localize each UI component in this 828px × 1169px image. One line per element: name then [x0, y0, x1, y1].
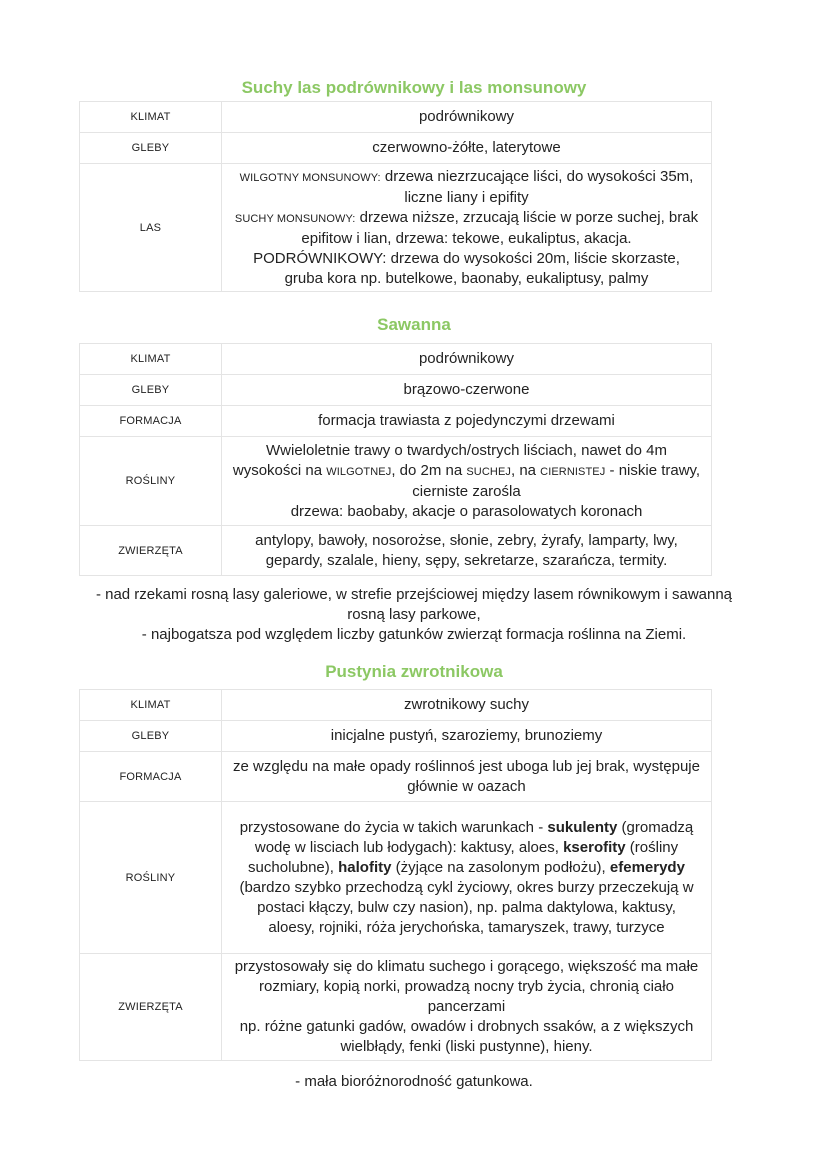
label-wilgotny-monsunowy: WILGOTNY MONSUNOWY: — [239, 171, 381, 184]
row-key-formacja: FORMACJA — [80, 406, 222, 437]
text-fragment: (bardzo szybko przechodzą cykl życiowy, okres burzy przeczekują w postaci kłączy, bulw czy nasion), np. palma daktylowa, kaktusy, aloesy, rojniki, róża jerychońska, tamaryszek, trawy, turzyce — [239, 878, 694, 936]
table-sawanna — [79, 343, 712, 576]
text-wilgotny-monsunowy: drzewa niezrzucające liści, do wysokości 35m, liczne liany i epifity — [380, 167, 694, 206]
table-row — [80, 164, 712, 292]
row-key-gleby: GLEBY — [80, 721, 222, 752]
table-row — [80, 375, 712, 406]
term-kserofity: kserofity — [563, 838, 626, 856]
row-value-klimat: zwrotnikowy suchy — [222, 690, 712, 721]
row-key-gleby: GLEBY — [80, 375, 222, 406]
text-fragment: (gromadzą wodę w lisciach lub łodygach): kaktusy, aloes, — [254, 818, 694, 856]
row-key-klimat: KLIMAT — [80, 690, 222, 721]
text-fragment: , do 2m na — [391, 461, 467, 479]
row-key-rosliny: ROŚLINY — [80, 802, 222, 954]
section-title-pustynia: Pustynia zwrotnikowa — [325, 662, 503, 681]
label-suchej: SUCHEJ — [466, 465, 511, 478]
row-value-las — [222, 164, 712, 292]
label-ciernistej: CIERNISTEJ — [540, 465, 606, 478]
note-najbogatsza: - najbogatsza pod względem liczby gatunków zwierząt formacja roślinna na Ziemi. — [141, 626, 687, 643]
row-key-zwierzeta: ZWIERZĘTA — [80, 526, 222, 576]
section-title-suchy-las: Suchy las podrównikowy i las monsunowy — [241, 78, 587, 97]
text-fragment: Wwieloletnie trawy o twardych/ostrych liściach, nawet do 4m wysokości na — [232, 441, 667, 479]
table-row — [80, 752, 712, 802]
table-row — [80, 721, 712, 752]
row-key-formacja: FORMACJA — [80, 752, 222, 802]
row-key-klimat: KLIMAT — [80, 102, 222, 133]
text-fragment: - niskie trawy, cierniste zarośla — [412, 461, 701, 500]
table-row — [80, 102, 712, 133]
label-suchy-monsunowy: SUCHY MONSUNOWY: — [234, 212, 356, 225]
row-value-klimat: podrównikowy — [222, 102, 712, 133]
text-fragment: (żyjące na zasolonym podłożu), — [391, 858, 610, 876]
row-value-klimat: podrównikowy — [222, 344, 712, 375]
text-fragment: przystosowane do życia w takich warunkach - — [239, 818, 548, 836]
text-zwierzeta-przyklady: np. różne gatunki gadów, owadów i drobnych ssaków, a z większych wielbłądy, fenki (liski pustynne), hieny. — [239, 1018, 694, 1055]
table-pustynia — [79, 689, 712, 1061]
table-row — [80, 437, 712, 526]
table-row — [80, 690, 712, 721]
row-value-gleby: czerwowno-żółte, laterytowe — [222, 133, 712, 164]
table-suchy-las — [79, 101, 712, 292]
table-row — [80, 344, 712, 375]
table-row — [80, 802, 712, 954]
row-value-formacja: formacja trawiasta z pojedynczymi drzewami — [222, 406, 712, 437]
section-title-sawanna: Sawanna — [377, 315, 451, 334]
note-lasy-galeriowe: - nad rzekami rosną lasy galeriowe, w strefie przejściowej między lasem równikowym i sawanną rosną lasy parkowe, — [95, 586, 733, 623]
row-value-gleby: inicjalne pustyń, szaroziemy, brunoziemy — [222, 721, 712, 752]
text-drzewa: drzewa: baobaby, akacje o parasolowatych koronach — [290, 502, 643, 520]
text-fragment: , na — [510, 461, 541, 479]
row-key-rosliny: ROŚLINY — [80, 437, 222, 526]
text-fragment: (rośliny sucholubne), — [248, 838, 679, 876]
text-zwierzeta-przystosowanie: przystosowały się do klimatu suchego i gorącego, większość ma małe rozmiary, kopią norki, prowadzą nocny tryb życia, chronią ciało pancerzami — [234, 958, 699, 1015]
table-row — [80, 133, 712, 164]
row-key-klimat: KLIMAT — [80, 344, 222, 375]
row-value-gleby: brązowo-czerwone — [222, 375, 712, 406]
term-sukulenty: sukulenty — [547, 818, 618, 836]
term-efemerydy: efemerydy — [609, 858, 685, 876]
row-value-rosliny — [222, 437, 712, 526]
row-value-zwierzeta: antylopy, bawoły, nosorożse, słonie, zebry, żyrafy, lamparty, lwy, gepardy, szalale, hieny, sępy, sekretarze, szarańcza, termity. — [222, 526, 712, 576]
row-value-formacja: ze względu na małe opady roślinnoś jest uboga lub jej brak, występuje głównie w oazach — [222, 752, 712, 802]
term-halofity: halofity — [338, 858, 392, 876]
table-row — [80, 954, 712, 1061]
table-row — [80, 526, 712, 576]
row-value-rosliny — [222, 802, 712, 954]
row-key-las: LAS — [80, 164, 222, 292]
note-bioroznorodnosc: - mała bioróżnorodność gatunkowa. — [295, 1073, 533, 1090]
row-value-zwierzeta — [222, 954, 712, 1061]
table-row — [80, 406, 712, 437]
row-key-gleby: GLEBY — [80, 133, 222, 164]
row-key-zwierzeta: ZWIERZĘTA — [80, 954, 222, 1061]
text-podrownikowy: PODRÓWNIKOWY: drzewa do wysokości 20m, liście skorzaste, gruba kora np. butelkowe, baonaby, eukaliptusy, palmy — [253, 249, 680, 287]
text-suchy-monsunowy: drzewa niższe, zrzucają liście w porze suchej, brak epifitow i lian, drzewa: tekowe, eukaliptus, akacja. — [301, 208, 699, 247]
label-wilgotnej: WILGOTNEJ — [326, 465, 392, 478]
